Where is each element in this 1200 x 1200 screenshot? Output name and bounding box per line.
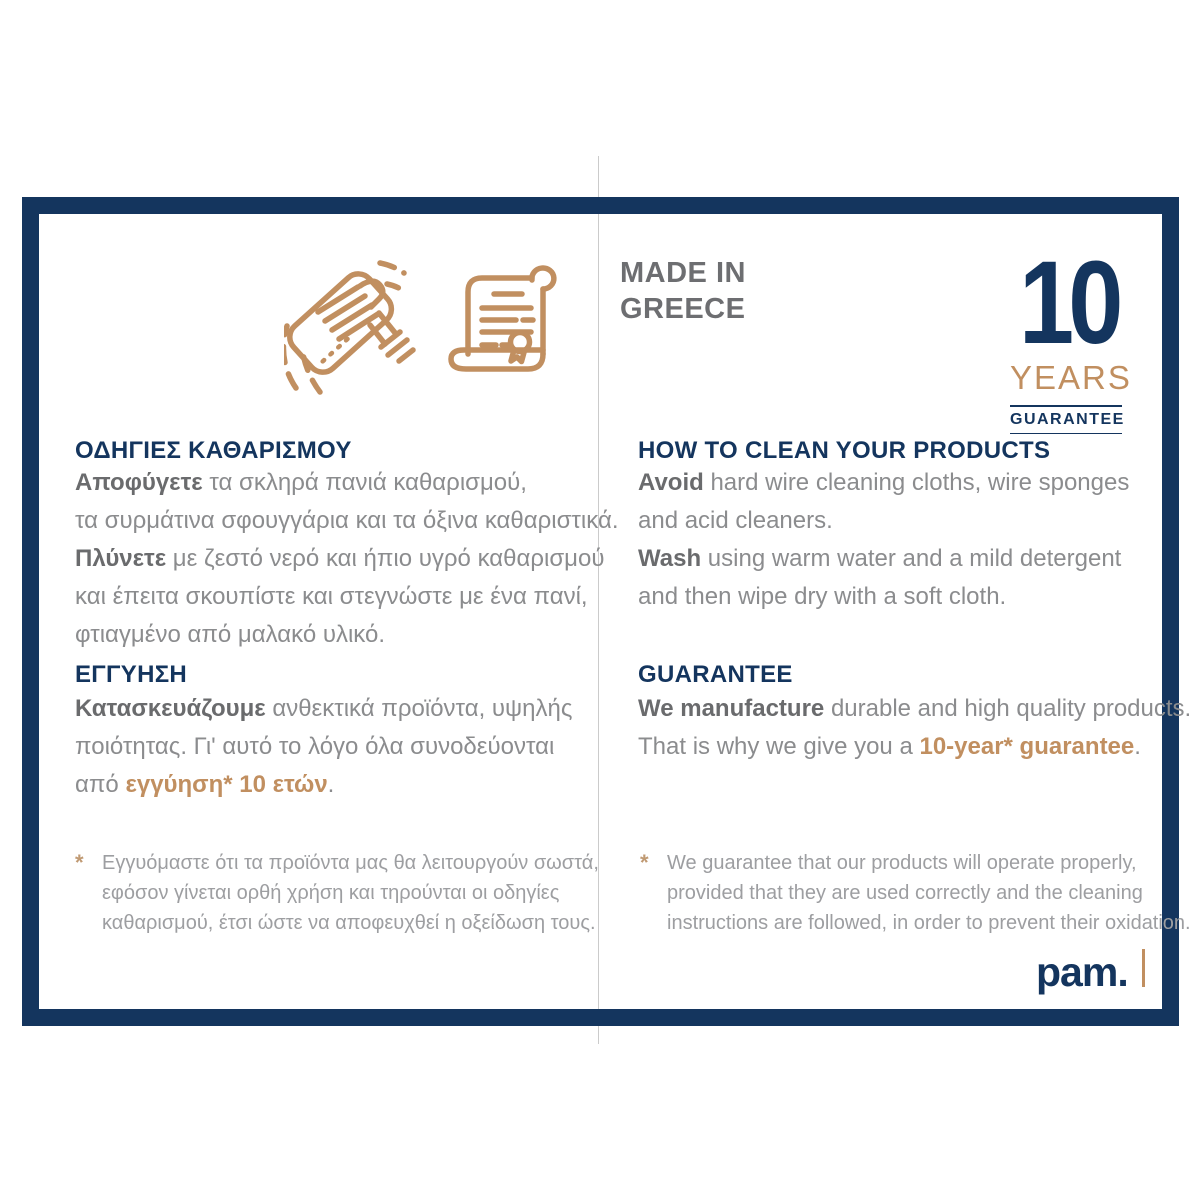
text-line: φτιαγμένο από μαλακό υλικό. [75, 621, 386, 648]
english-cleaning-paragraph [638, 464, 1129, 616]
english-guarantee-paragraph [638, 690, 1191, 766]
cleaning-hand-cloth-icon [284, 248, 424, 396]
pam-logo [1036, 949, 1145, 995]
badge-rule-bottom [1010, 433, 1122, 434]
logo-wordmark: pam [1036, 949, 1118, 995]
ten-years-guarantee-badge [1010, 237, 1132, 434]
text-line: We guarantee that our products will operate properly, [667, 852, 1137, 874]
text-line: Wash using warm water and a mild detergent [638, 545, 1122, 572]
text-line: Πλύνετε με ζεστό νερό και ήπιο υγρό καθαρισμού [75, 545, 605, 572]
text-line: instructions are followed, in order to prevent their oxidation. [667, 912, 1191, 934]
text-line: εφόσον γίνεται ορθή χρήση και τηρούνται οι οδηγίες [102, 882, 560, 904]
text-line: Avoid hard wire cleaning cloths, wire sponges [638, 469, 1130, 496]
text-line: Αποφύγετε τα σκληρά πανιά καθαρισμού, [75, 469, 527, 496]
english-cleaning-heading: HOW TO CLEAN YOUR PRODUCTS [638, 437, 1051, 464]
text-line: Εγγυόμαστε ότι τα προϊόντα μας θα λειτουργούν σωστά, [102, 852, 599, 874]
text-line: Κατασκευάζουμε ανθεκτικά προϊόντα, υψηλής [75, 695, 573, 722]
greek-cleaning-paragraph [75, 464, 618, 654]
text-line: από εγγύηση* 10 ετών. [75, 771, 335, 798]
text-line: We manufacture durable and high quality products. [638, 695, 1192, 722]
text-line: ποιότητας. Γι' αυτό το λόγο όλα συνοδεύονται [75, 733, 555, 760]
badge-guarantee-label: GUARANTEE [1010, 411, 1125, 428]
text-line: καθαρισμού, έτσι ώστε να αποφευχθεί η οξείδωση τους. [102, 912, 596, 934]
made-in-line2: GREECE [620, 293, 746, 325]
guarantee-certificate-icon [430, 250, 570, 395]
greek-guarantee-paragraph [75, 690, 572, 804]
badge-number: 10 [1018, 237, 1118, 369]
greek-footnote-text [102, 848, 599, 938]
text-line: provided that they are used correctly and the cleaning [667, 882, 1143, 904]
english-guarantee-heading: GUARANTEE [638, 661, 793, 688]
badge-years-label: YEARS [1010, 359, 1132, 396]
text-line: That is why we give you a 10-year* guarantee. [638, 733, 1141, 760]
logo-dot: . [1117, 949, 1129, 995]
greek-footnote [75, 848, 599, 938]
greek-guarantee-heading: ΕΓΓΥΗΣΗ [75, 661, 188, 688]
badge-rule-top [1010, 405, 1122, 407]
asterisk-mark: * [640, 850, 649, 875]
made-in-line1: MADE IN [620, 257, 746, 289]
asterisk-mark: * [75, 850, 84, 875]
text-line: και έπειτα σκουπίστε και στεγνώστε με ένα πανί, [75, 583, 588, 610]
text-line: and then wipe dry with a soft cloth. [638, 583, 1007, 610]
greek-cleaning-heading: ΟΔΗΓΙΕΣ ΚΑΘΑΡΙΣΜΟΥ [75, 437, 352, 464]
logo-accent-bar [1142, 949, 1145, 987]
english-footnote [640, 848, 1191, 938]
made-in-greece-label [620, 255, 746, 327]
text-line: and acid cleaners. [638, 507, 833, 534]
english-footnote-text [667, 848, 1191, 938]
text-line: τα συρμάτινα σφουγγάρια και τα όξινα καθαριστικά. [75, 507, 619, 534]
